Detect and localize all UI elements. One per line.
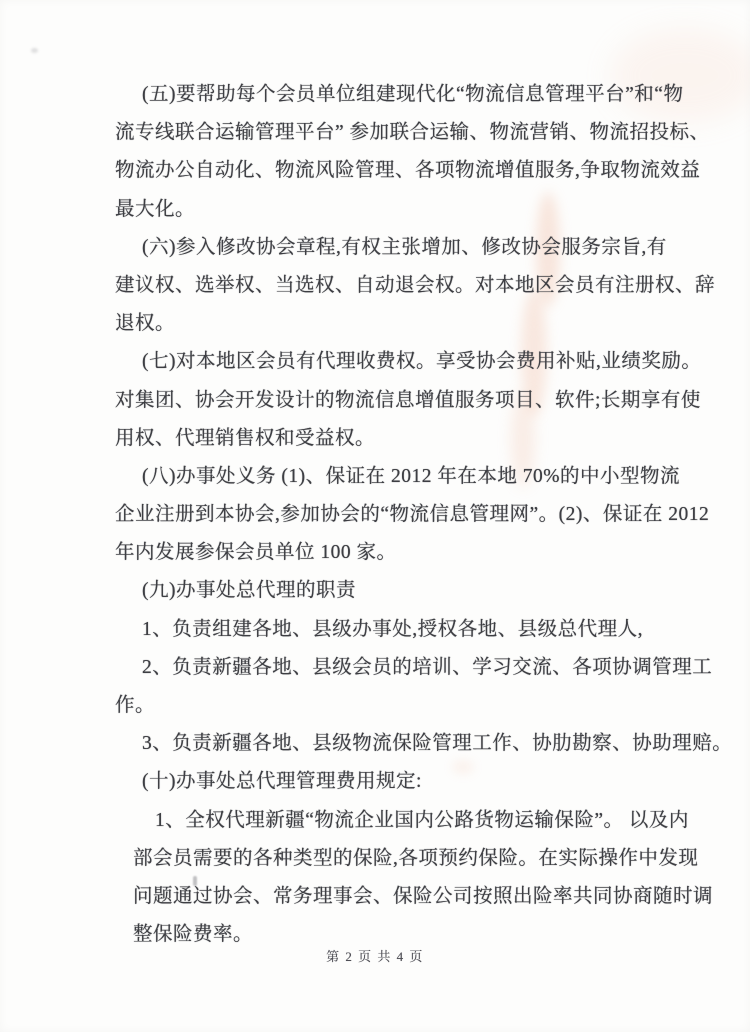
document-paragraph (115, 725, 733, 763)
document-paragraph (115, 763, 670, 801)
text-line: 最大化。 (115, 198, 196, 220)
text-line: 1、全权代理新疆“物流企业国内公路货物运输保险”。 以及内 (155, 809, 689, 831)
text-line: 2、负责新疆各地、县级会员的培训、学习交流、各项协调管理工 (142, 656, 713, 678)
document-paragraph (115, 572, 670, 610)
document-paragraph (115, 343, 702, 458)
text-line: 1、负责组建各地、县级办事处,授权各地、县级总代理人, (142, 618, 644, 640)
text-line: 流专线联合运输管理平台” 参加联合运输、物流营销、物流招投标、 (115, 122, 710, 144)
text-line: (五)要帮助每个会员单位组建现代化“物流信息管理平台”和“物 (142, 84, 684, 105)
text-line: (九)办事处总代理的职责 (142, 580, 356, 602)
text-line: (六)参入修改协会章程,有权主张增加、修改协会服务宗旨,有 (142, 236, 667, 258)
document-paragraph (115, 229, 716, 344)
text-line: (十)办事处总代理管理费用规定: (142, 771, 422, 793)
document-paragraph (115, 802, 714, 955)
scan-artifact-gray-dot (31, 48, 38, 53)
text-line: (七)对本地区会员有代理收费权。享受协会费用补贴,业绩奖励。 (142, 351, 702, 373)
text-line: 用权、代理销售权和受益权。 (115, 427, 376, 449)
document-paragraph (115, 611, 670, 649)
text-line: 整保险费率。 (133, 924, 254, 946)
text-line: 物流办公自动化、物流风险管理、各项物流增值服务,争取物流效益 (115, 160, 701, 182)
text-line: 退权。 (115, 313, 176, 335)
text-line: 对集团、协会开发设计的物流信息增值服务项目、软件;长期享有使 (115, 389, 701, 411)
text-line: 部会员需要的各种类型的保险,各项预约保险。在实际操作中发现 (133, 847, 699, 869)
document-paragraph (115, 76, 710, 229)
text-line: 企业注册到本协会,参加协会的“物流信息管理网”。(2)、保证在 2012 (115, 504, 710, 526)
text-line: 年内发展参保会员单位 100 家。 (115, 542, 397, 564)
text-line: 建议权、选举权、当选权、自动退会权。对本地区会员有注册权、辞 (115, 274, 716, 296)
text-line: 作。 (115, 695, 156, 716)
text-line: (八)办事处义务 (1)、保证在 2012 年在本地 70%的中小型物流 (142, 465, 680, 487)
document-body (115, 76, 733, 954)
page-number: 第 2 页 共 4 页 (326, 949, 424, 964)
text-line: 3、负责新疆各地、县级物流保险管理工作、协肋勘察、协助理赔。 (142, 733, 733, 755)
text-line: 问题通过协会、常务理事会、保险公司按照出险率共同协商随时调 (133, 885, 714, 907)
document-paragraph (115, 649, 713, 725)
document-paragraph (115, 458, 710, 573)
